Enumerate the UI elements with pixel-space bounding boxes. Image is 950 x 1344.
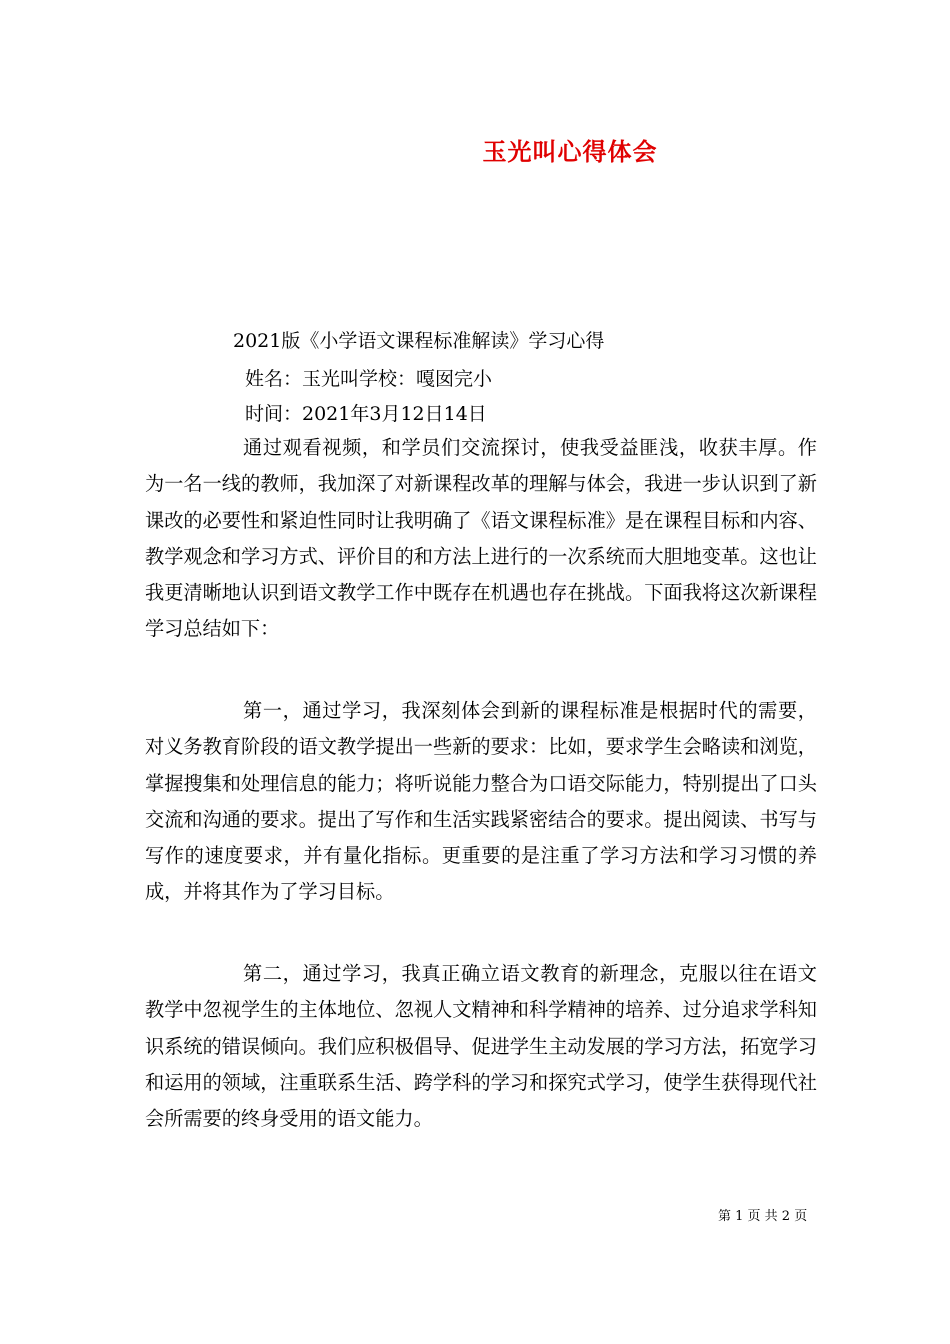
paragraph-first-point: 第一，通过学习，我深刻体会到新的课程标准是根据时代的需要，对义务教育阶段的语文教学提出一些新的要求：比如，要求学生会略读和浏览，掌握搜集和处理信息的能力；将听说能力整合为口语交际能力，特别提出了口头交流和沟通的要求。提出了写作和生活实践紧密结合的要求。提出阅读、书写与写作的速度要求，并有量化指标。更重要的是注重了学习方法和学习习惯的养成，并将其作为了学习目标。: [145, 699, 817, 904]
document-title: 玉光叫心得体会: [482, 137, 658, 166]
paragraph-intro: 通过观看视频，和学员们交流探讨，使我受益匪浅，收获丰厚。作为一名一线的教师，我加深了对新课程改革的理解与体会，我进一步认识到了新课改的必要性和紧迫性同时让我明确了《语文课程标准》是在课程目标和内容、教学观念和学习方式、评价目的和方法上进行的一次系统而大胆地变革。这也让我更清晰地认识到语文教学工作中既存在机遇也存在挑战。下面我将这次新课程学习总结如下：: [145, 436, 817, 641]
document-subtitle: 2021版《小学语文课程标准解读》学习心得: [233, 330, 605, 352]
date-line: 时间：2021年3月12日14日: [245, 403, 487, 425]
paragraph-second-point: 第二，通过学习，我真正确立语文教育的新理念，克服以往在语文教学中忽视学生的主体地位、忽视人文精神和科学精神的培养、过分追求学科知识系统的错误倾向。我们应积极倡导、促进学生主动发展的学习方法，拓宽学习和运用的领域，注重联系生活、跨学科的学习和探究式学习，使学生获得现代社会所需要的终身受用的语文能力。: [145, 962, 817, 1131]
page-number-footer: 第 1 页 共 2 页: [718, 1209, 808, 1224]
author-school-line: 姓名：玉光叫学校：嘎囡完小: [245, 368, 493, 390]
